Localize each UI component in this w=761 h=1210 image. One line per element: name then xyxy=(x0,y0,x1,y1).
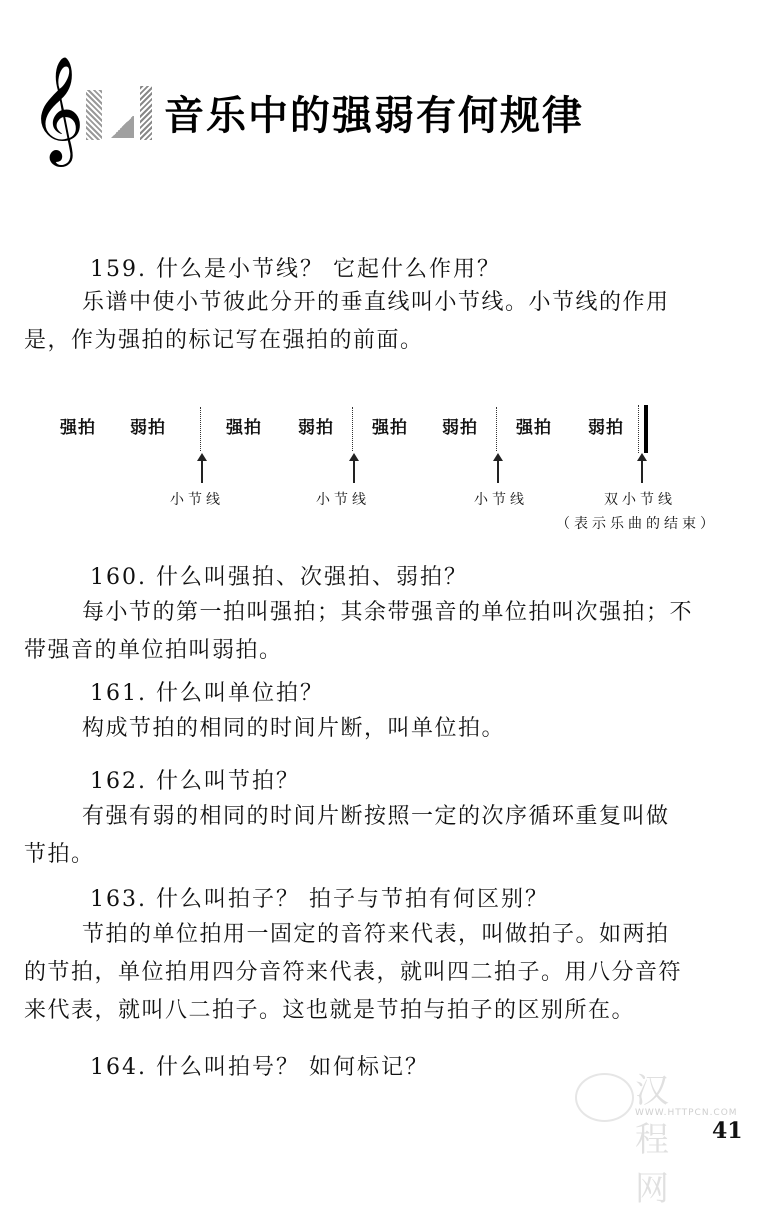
question-159: 159. 什么是小节线？ 它起什么作用？ xyxy=(90,257,501,282)
barline xyxy=(200,407,202,451)
page-number: 41 xyxy=(712,1118,743,1144)
decorative-pattern-icon xyxy=(86,82,156,142)
watermark-url: WWW.HTTPCN.COM xyxy=(635,1108,738,1118)
label-double-barline-note: （表示乐曲的结束） xyxy=(556,516,718,532)
label-barline: 小节线 xyxy=(474,492,528,508)
double-barline xyxy=(638,405,648,453)
watermark-logo-icon xyxy=(575,1073,634,1122)
question-161: 161. 什么叫单位拍？ xyxy=(90,681,324,706)
chapter-title: 音乐中的强弱有何规律 xyxy=(164,92,584,139)
arrow-up-icon xyxy=(201,457,203,483)
beat-weak: 弱拍 xyxy=(588,418,624,438)
barline-diagram xyxy=(0,395,761,545)
question-164: 164. 什么叫拍号？ 如何标记？ xyxy=(90,1055,429,1080)
beat-weak: 弱拍 xyxy=(442,418,478,438)
answer-162-line2: 节拍。 xyxy=(24,842,95,867)
arrow-up-icon xyxy=(497,457,499,483)
chapter-header xyxy=(30,55,584,162)
arrow-up-icon xyxy=(353,457,355,483)
treble-clef-icon: 𝄞 xyxy=(30,55,85,162)
beat-strong: 强拍 xyxy=(516,418,552,438)
beat-strong: 强拍 xyxy=(372,418,408,438)
answer-161-line1: 构成节拍的相同的时间片断，叫单位拍。 xyxy=(82,716,506,741)
beat-weak: 弱拍 xyxy=(298,418,334,438)
question-160: 160. 什么叫强拍、次强拍、弱拍？ xyxy=(90,565,468,590)
answer-159-line2: 是，作为强拍的标记写在强拍的前面。 xyxy=(24,328,424,353)
answer-159-line1: 乐谱中使小节彼此分开的垂直线叫小节线。小节线的作用 xyxy=(82,290,670,315)
answer-163-line1: 节拍的单位拍用一固定的音符来代表，叫做拍子。如两拍 xyxy=(82,922,670,947)
answer-163-line3: 来代表，就叫八二拍子。这也就是节拍与拍子的区别所在。 xyxy=(24,998,636,1023)
answer-160-line2: 带强音的单位拍叫弱拍。 xyxy=(24,638,283,663)
answer-160-line1: 每小节的第一拍叫强拍；其余带强音的单位拍叫次强拍；不 xyxy=(82,600,694,625)
label-barline: 小节线 xyxy=(316,492,370,508)
answer-162-line1: 有强有弱的相同的时间片断按照一定的次序循环重复叫做 xyxy=(82,804,670,829)
arrow-up-icon xyxy=(641,457,643,483)
barline xyxy=(496,407,498,451)
answer-163-line2: 的节拍，单位拍用四分音符来代表，就叫四二拍子。用八分音符 xyxy=(24,960,683,985)
label-barline: 小节线 xyxy=(170,492,224,508)
watermark-name: 汉程网 xyxy=(635,1071,671,1209)
question-163: 163. 什么叫拍子？ 拍子与节拍有何区别？ xyxy=(90,887,549,912)
question-162: 162. 什么叫节拍？ xyxy=(90,769,300,794)
beat-strong: 强拍 xyxy=(60,418,96,438)
label-double-barline: 双小节线 xyxy=(604,492,676,508)
beat-strong: 强拍 xyxy=(226,418,262,438)
beat-weak: 弱拍 xyxy=(130,418,166,438)
barline xyxy=(352,407,354,451)
